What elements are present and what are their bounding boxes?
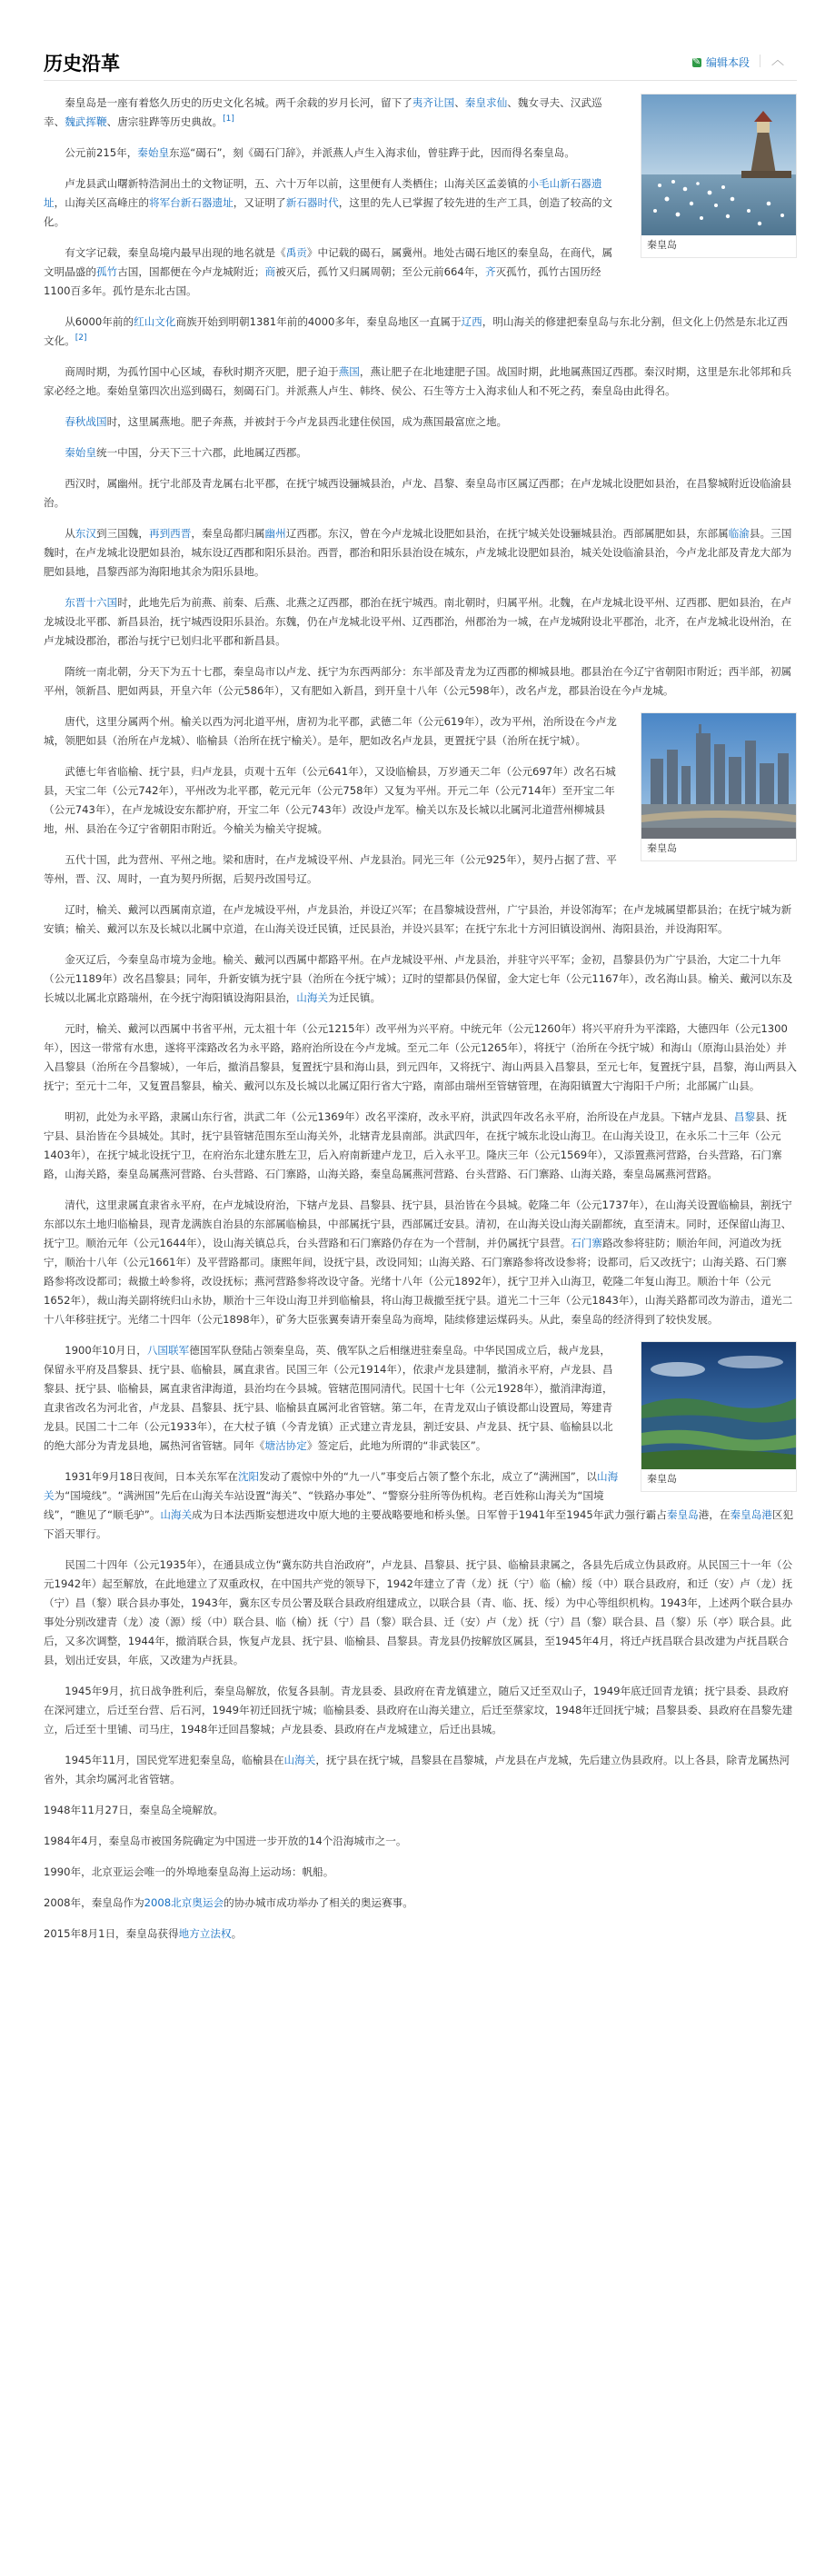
text-run: 1990年，北京亚运会唯一的外埠地秦皇岛海上运动场：帆船。 xyxy=(44,1865,334,1878)
text-run: 县。三国魏时，在卢龙城北设肥如县治，城东设辽西郡和阳乐县治。西晋，郡治和阳乐县治设在城东，卢龙城北设肥如县治，城关处设临渝县治，今卢龙北部及青龙大部为肥如县地，昌黎西部为海阳地其余为阳乐县地。 xyxy=(44,527,792,578)
paragraph xyxy=(44,363,797,401)
text-run: 县、抚宁县、县治皆在今县城处。其时，抚宁县管辖范围东至山海关外，北辖青龙县南部。洪武四年，在抚宁城东北设山海卫。在山海关设卫，在永乐二十三年（公元1403年），在抚宁城北设抚宁卫，在府治东北建东胜左卫，后入府南新建卢龙卫，后入永平卫。隆庆三年（公元1569年），又添置燕河营路，台头营路，石门寨路，山海关路，秦皇岛属燕河营路、台头营路、石门寨路，山海关路，秦皇岛属燕河营路、台头营路、石门寨路、山海关路，秦皇岛属燕河营路。 xyxy=(44,1110,787,1180)
image-caption: 秦皇岛 xyxy=(647,239,677,251)
history-section xyxy=(44,44,797,1955)
image-lighthouse[interactable] xyxy=(641,94,797,258)
text-run: 民国二十四年（公元1935年），在通县成立伪“冀东防共自治政府”，卢龙县、昌黎县、抚宁县、临榆县隶属之，各县先后成立伪县政府。从民国三十一年（公元1942年）起至解放，在此地建立了双重政权，在中国共产党的领导下，1942年建立了青（龙）抚（宁）临（榆）绥（中）联合县政府，和迁（安）卢（龙）抚（宁）昌（黎）联合县办事处，1943年，冀东区专员公署及联合县政府组建成立，以联合县（青、临、抚、绥）为中心等组织机构。1943年，上述两个联合县办事处分别改建青（龙）凌（源）绥（中）联合县、临（榆）抚（宁）昌（黎）联合县、迁（安）卢（龙）抚（宁）昌（黎）联合县、昌（黎）乐（亭）联合县。此后，又多次调整，1944年，撤消联合县，恢复卢龙县、抚宁县、临榆县、昌黎县。青龙县仍按解放区属县，至1945年4月，将迁卢抚昌联合县改建为卢抚昌联合县，划出迁安县，年底，又改建为卢抚县。 xyxy=(44,1558,793,1666)
paragraph xyxy=(44,1019,797,1096)
inline-link[interactable]: 夷齐让国 xyxy=(412,96,455,109)
edit-section-link[interactable] xyxy=(691,55,750,70)
text-run: 的协办城市成功举办了相关的奥运赛事。 xyxy=(224,1896,413,1909)
inline-link[interactable]: 八国联军 xyxy=(146,1344,190,1357)
paragraph xyxy=(44,593,797,651)
text-run: 从 xyxy=(65,527,75,540)
text-run: 商周时期，为孤竹国中心区域，春秋时期齐灭肥，肥子迫于 xyxy=(65,365,339,378)
inline-link[interactable]: 魏武挥鞭 xyxy=(65,115,107,128)
text-run: 灭孤竹，孤竹古国历经1100百多年。孤竹是东北古国。 xyxy=(44,265,601,297)
paragraph xyxy=(44,1556,797,1670)
text-run: 成为日本法西斯妄想进攻中原大地的主要战略要地和桥头堡。日军曾于1941年至1945年武力强行霸占 xyxy=(192,1508,667,1521)
text-run: 为迁民镇。 xyxy=(328,991,382,1004)
paragraph xyxy=(44,1863,797,1882)
paragraph xyxy=(44,524,797,582)
paragraph xyxy=(44,1832,797,1851)
inline-link[interactable]: 山海关 xyxy=(283,1754,316,1766)
inline-link[interactable]: 孤竹 xyxy=(95,265,118,278)
text-run: ，燕让肥子在北地建肥子国。战国时期，此地属燕国辽西郡。秦汉时期，这里是东北邻邦和兵家必经之地。秦始皇第四次出巡到碣石，刻碣石门。并派燕人卢生、韩终、侯公、石生等方士入海求仙人和不死之药，秦皇岛由此得名。 xyxy=(44,365,792,397)
reference-marker[interactable]: [2] xyxy=(75,333,87,343)
text-run: 清代，这里隶属直隶省永平府，在卢龙城设府治，下辖卢龙县、昌黎县、抚宁县，县治皆在今县城。乾隆二年（公元1737年），在山海关设置临榆县，割抚宁东部以东土地归临榆县，现青龙满族自治县的东部属临榆县，中部属抚宁县，西部属迁安县。清初，在山海关设山海关副都统，直至清末。同时，还保留山海卫、抚宁卫。顺治元年（公元1644年），设山海关镇总兵，台头营路和石门寨路仍存在为一个营制，并仍属抚宁县营。 xyxy=(44,1198,792,1249)
text-run: 时，这里属燕地。肥子奔燕，并被封于今卢龙县西北建住侯国，成为燕国最富庶之地。 xyxy=(106,415,508,428)
text-run: 路改参将驻防；顺治年间，河道改为抚宁，顺治十八年（公元1661年）及平营路都司。康熙年间，设抚宁县，改设同知；山海关路、石门寨路参将改设参将；设都司，后又改抚宁；山海关路、石门寨路参将改设都司；裁撤土岭参将，改设抚标；燕河营路参将改设守备。光绪十八年（公元1892年），抚宁卫并入山海卫，乾隆二年复山海卫。顺治十年（公元1652年），裁山海关副将统归山永协，顺治十三年设山海卫并到临榆县，将山海卫裁撤至抚宁县。道光二十三年（公元1843年），山海关路都司改为游击，道光二十八年移驻抚宁。光绪二十四年（公元1898年），矿务大臣张翼奏请开秦皇岛为商埠，陆续修建运煤码头。从此，秦皇岛的经济得到了较快发展。 xyxy=(44,1237,793,1326)
text-run: 1945年9月，抗日战争胜利后，秦皇岛解放，依复各县制。青龙县委、县政府在青龙镇建立，随后又迁至双山子，1949年底迁回青龙镇；抚宁县委、县政府在深河建立，后迁至台营、后石河，1949年初迁回抚宁城；临榆县委、县政府在山海关建立，后迁至蔡家坟，1948年迁回抚宁城；昌黎县委、县政府在昌黎先建立，后迁至十里铺、司马庄，1948年迁回昌黎城；卢龙县委、县政府在卢龙城建立，后迁出县城。 xyxy=(44,1685,793,1736)
inline-link[interactable]: 山海关 xyxy=(44,1470,619,1502)
paragraph xyxy=(44,662,797,701)
text-run: 隋统一南北朝，分天下为五十七郡，秦皇岛市以卢龙、抚宁为东西两部分：东半部及青龙为辽西郡的柳城县地。郡县治在今辽宁省朝阳市附近；西半部，初属平州，领新昌、肥如两县，开皇六年（公元586年），又有肥如入新昌，到开皇十八年（公元598年），改名卢龙，郡县治设在今卢龙城。 xyxy=(44,665,792,697)
text-run: 发动了震惊中外的“九一八”事变后占领了整个东北，成立了“满洲国”，以 xyxy=(259,1470,597,1483)
image-coastal-landscape[interactable] xyxy=(641,1341,797,1492)
text-run: 港，在 xyxy=(698,1508,731,1521)
text-run: 2015年8月1日，秦皇岛获得 xyxy=(44,1927,179,1940)
section-title: 历史沿革 xyxy=(44,54,120,75)
section-heading xyxy=(44,44,797,81)
text-run: 区犯下滔天罪行。 xyxy=(44,1508,794,1540)
text-run: 》中记载的碣石，属冀州。地处古碣石地区的秦皇岛，在商代，属文明晶盛的 xyxy=(44,246,613,278)
inline-link[interactable]: 山海关 xyxy=(160,1508,193,1521)
text-run: ，抚宁县在抚宁城，昌黎县在昌黎城，卢龙县在卢龙城，先后建立伪县政府。以上各县，除青龙属热河省外，其余均属河北省管辖。 xyxy=(44,1754,790,1785)
inline-link[interactable]: 新石器时代 xyxy=(285,196,339,209)
text-run: 1984年4月，秦皇岛市被国务院确定为中国进一步开放的14个沿海城市之一。 xyxy=(44,1835,407,1847)
inline-link[interactable]: 塘沽协定 xyxy=(264,1439,307,1452)
text-run: 1948年11月27日，秦皇岛全境解放。 xyxy=(44,1804,224,1816)
text-run: 明初，此处为永平路，隶属山东行省，洪武二年（公元1369年）改名平滦府，改永平府，洪武四年改名永平府，治所设在卢龙县。下辖卢龙县、 xyxy=(65,1110,734,1123)
inline-link[interactable]: 山海关 xyxy=(296,991,329,1004)
inline-link[interactable]: 秦始皇 xyxy=(65,446,96,459)
paragraph xyxy=(44,950,797,1008)
image-caption: 秦皇岛 xyxy=(647,842,677,854)
inline-link[interactable]: 幽州 xyxy=(264,527,286,540)
paragraph xyxy=(44,474,797,512)
text-run: 武德七年省临榆、抚宁县，归卢龙县，贞观十五年（公元641年），又设临榆县，万岁通天二年（公元697年）改名石城县，天宝二年（公元742年），平州改为北平郡，乾元元年（公元758年）又复为平州。开元二年（公元714年）至开宝二年（公元743年），在卢龙城设安东都护府，开宝二年（公元743年）改设卢龙军。榆关以东及长城以北属河北道营州柳城县地，州、县治在今辽宁省朝阳市附近。今榆关为榆关守捉城。 xyxy=(44,765,616,835)
text-run: 德国军队登陆占领秦皇岛，英、俄军队之后相继进驻秦皇岛。中华民国成立后，裁卢龙县，保留永平府及昌黎县、抚宁县、临榆县，属直隶省。民国三年（公元1914年），依隶卢龙县建制，撤消永平府，卢龙县、昌黎县、抚宁县、临榆县，属直隶省津海道，县治均在今县城。管辖范围同清代。民国十七年（公元1928年），撤消津海道，直隶省改名为河北省，卢龙县、昌黎县、抚宁县、临榆县直属河北省管辖。第二年，在青龙双山子镇设都山设置局，筹建青龙县。民国二十二年（公元1933年），在大杖子镇（今青龙镇）正式建立青龙县，割迁安县、卢龙县、抚宁县、临榆县以北的绝大部分为青龙县地，属热河省管辖。同年《 xyxy=(44,1344,613,1452)
text-run: ，又证明了 xyxy=(233,196,286,209)
inline-link[interactable]: 将军台新石器遗址 xyxy=(148,196,234,209)
inline-link[interactable]: 沈阳 xyxy=(237,1470,260,1483)
edit-icon xyxy=(691,57,702,68)
reference-marker[interactable]: [1] xyxy=(223,114,234,124)
text-run: 、魏女寻夫、汉武巡幸、 xyxy=(44,96,602,128)
text-run: 秦皇岛是一座有着悠久历史的历史文化名城。两千余载的岁月长河，留下了 xyxy=(65,96,413,109)
paragraph xyxy=(44,1108,797,1184)
text-run: 、唐宗驻跸等历史典故。 xyxy=(106,115,224,128)
inline-link[interactable]: 地方立法权 xyxy=(178,1927,232,1940)
text-run: 五代十国，此为营州、平州之地。梁和唐时，在卢龙城设平州、卢龙县治。同光三年（公元925年），契丹占据了营、平等州，晋、汉、周时，一直为契丹所据，后契丹改国号辽。 xyxy=(44,853,617,885)
inline-link[interactable]: 再到西晋 xyxy=(148,527,192,540)
inline-link[interactable]: 红山文化 xyxy=(134,315,176,328)
text-run: 统一中国，分天下三十六郡，此地属辽西郡。 xyxy=(95,446,307,459)
inline-link[interactable]: 东晋十六国 xyxy=(65,596,118,609)
paragraph xyxy=(44,1801,797,1820)
image-city-skyline[interactable] xyxy=(641,712,797,861)
text-run: 辽时，榆关、戴河以西属南京道，在卢龙城设平州，卢龙县治，并设辽兴军；在昌黎城设营州，广宁县治，并设邻海军；在卢龙城属望都县治；在抚宁城为新安镇；榆关、戴河以东及长城以北属中京道，在山海关设迁民镇，迁民县治，并设兴县军；在抚宁东北十方河旧镇设润州、海阳县治，并设海阳军。 xyxy=(44,903,792,935)
collapse-icon[interactable]: ︿ xyxy=(771,54,784,68)
inline-link[interactable]: 昌黎 xyxy=(733,1110,756,1123)
paragraph xyxy=(44,1196,797,1329)
text-run: ，明山海关的修建把秦皇岛与东北分割，但文化上仍然是东北辽西文化。 xyxy=(44,315,788,347)
text-run: 1931年9月18日夜间，日本关东军在 xyxy=(65,1470,238,1483)
text-run: 元时，榆关、戴河以西属中书省平州，元太祖十年（公元1215年）改平州为兴平府。中统元年（公元1260年）将兴平府升为平滦路，大德四年（公元1300年），因这一带常有水患，遂将平滦路改名为永平路，路府治所设在今卢龙城。至元二年（公元1265年），将抚宁（治所在今抚宁城）和海山（原海山县治处）并入昌黎县（治所在今昌黎城），一年后，撤消昌黎县，复置抚宁县和海山县，到元四年，又将抚宁、海山两县入昌黎县，至元七年，复置抚宁县，昌黎，海山两县入抚宁；至元十二年，又复置昌黎县，榆关、戴河以东及长城以北属辽阳行省大宁路，南部由瑞州至管辖管理，在海阳镇置大宁海阳千户所；北部属广山县。 xyxy=(44,1022,797,1092)
text-run: 时，此地先后为前燕、前秦、后燕、北燕之辽西郡，郡治在抚宁城西。南北朝时，归属平州。北魏，在卢龙城北设平州、辽西郡、肥如县治，在卢龙城设北平郡、新昌县治，抚宁城西设阳乐县治。东魏，仍在卢龙城北设平州、辽西郡治，州郡治为一城，在卢龙城附设北平郡治，北齐，在卢龙城北设州治，在卢龙城设郡治，郡治与抚宁已划归北平郡和新昌县。 xyxy=(44,596,792,647)
lighthouse-photo xyxy=(641,94,796,235)
text-run: 从6000年前的 xyxy=(65,315,134,328)
inline-link[interactable]: 秦皇岛港 xyxy=(730,1508,772,1521)
paragraph xyxy=(44,900,797,939)
inline-link[interactable]: 春秋战国 xyxy=(65,415,107,428)
text-run: 》签定后，此地为所谓的“非武装区”。 xyxy=(306,1439,487,1452)
text-run: 公元前215年， xyxy=(65,146,138,159)
paragraph xyxy=(44,1925,797,1944)
inline-link[interactable]: 石门寨 xyxy=(571,1237,603,1249)
text-run: 1900年10月日， xyxy=(65,1344,147,1357)
text-run: ，秦皇岛都归属 xyxy=(191,527,265,540)
text-run: ，这里的先人已掌握了较先进的生产工具，创造了较高的文化。 xyxy=(44,196,613,228)
section-content xyxy=(44,94,797,1944)
text-run: 金灭辽后，今秦皇岛市境为金地。榆关、戴河以西属中都路平州。在卢龙城设平州、卢龙县治，并驻守兴平军；金初，昌黎县仍为广宁县治，大定二十九年（公元1189年）改名昌黎县；同年，升新安镇为抚宁县（治所在今抚宁城）；辽时的望都县仍保留，金大定七年（公元1167年），改名海山县。榆关、戴河以东及长城以北属北京路瑞州，在今抚宁海阳镇设海阳县治， xyxy=(44,953,793,1004)
edit-label: 编辑本段 xyxy=(705,56,750,69)
paragraph xyxy=(44,313,797,351)
text-run: 商族开始到明朝1381年前的4000多年，秦皇岛地区一直属于 xyxy=(175,315,462,328)
inline-link[interactable]: 小毛山新石器遗址 xyxy=(44,177,602,209)
text-run: 到三国魏， xyxy=(96,527,149,540)
inline-link[interactable]: 秦皇求仙 xyxy=(464,96,508,109)
text-run: 古国，国都便在今卢龙城附近； xyxy=(117,265,265,278)
paragraph xyxy=(44,1751,797,1789)
text-run: 有文字记载，秦皇岛境内最早出现的地名就是《 xyxy=(65,246,286,259)
text-run: 被灭后，孤竹又归属周朝；至公元前664年， xyxy=(275,265,485,278)
text-run: ，山海关区高峰庄的 xyxy=(54,196,149,209)
text-run: 。 xyxy=(231,1927,243,1940)
inline-link[interactable]: 秦始皇 xyxy=(137,146,170,159)
coastal-landscape-photo xyxy=(641,1342,796,1469)
inline-link[interactable]: 燕国 xyxy=(338,365,360,378)
inline-link[interactable]: 商 xyxy=(264,265,276,278)
inline-link[interactable]: 禹贡 xyxy=(285,246,307,259)
paragraph xyxy=(44,413,797,432)
inline-link[interactable]: 东汉 xyxy=(75,527,96,540)
image-caption: 秦皇岛 xyxy=(647,1473,677,1485)
text-run: 、 xyxy=(454,96,465,109)
inline-link[interactable]: 秦皇岛 xyxy=(666,1508,699,1521)
text-run: 西汉时，属幽州。抚宁北部及青龙属右北平郡，在抚宁城西设骊城县治，卢龙、昌黎、秦皇岛市区属辽西郡；在卢龙城北设肥如县治，在昌黎城附近设临渝县治。 xyxy=(44,477,792,509)
city-skyline-photo xyxy=(641,713,796,839)
paragraph xyxy=(44,1894,797,1913)
text-run: 卢龙县武山曙新特浩洞出土的文物证明，五、六十万年以前，这里便有人类栖住；山海关区孟姜镇的 xyxy=(65,177,529,190)
inline-link[interactable]: 辽西 xyxy=(461,315,482,328)
text-run: 1945年11月，国民党军进犯秦皇岛，临榆县在 xyxy=(65,1754,284,1766)
inline-link[interactable]: 临渝 xyxy=(728,527,750,540)
inline-link[interactable]: 2008北京奥运会 xyxy=(144,1896,224,1909)
text-run: 辽西郡。东汉，曾在今卢龙城北设肥如县治，在抚宁城关处设骊城县治。西部属肥如县，东部属 xyxy=(285,527,729,540)
text-run: 2008年，秦皇岛作为 xyxy=(44,1896,144,1909)
paragraph xyxy=(44,1682,797,1739)
text-run: 唐代，这里分属两个州。榆关以西为河北道平州，唐初为北平郡，武德二年（公元619年），改为平州，治所设在今卢龙城，领肥如县（治所在卢龙城）、临榆县（治所在抚宁榆关）。是年，肥如改名卢龙县，更置抚宁县（治所在抚宁城）。 xyxy=(44,715,617,747)
text-run: 东巡“碣石”，刻《碣石门辞》，并派燕人卢生入海求仙，曾驻跸于此，因而得名秦皇岛。 xyxy=(169,146,575,159)
inline-link[interactable]: 齐 xyxy=(484,265,496,278)
paragraph xyxy=(44,443,797,462)
text-run: 为“国境线”。“满洲国”先后在山海关车站设置“海关”、“铁路办事处”、“警察分驻所等伪机构。老百姓称山海关为“国境线”，“瞧见了“顺毛驴”。 xyxy=(44,1489,604,1521)
